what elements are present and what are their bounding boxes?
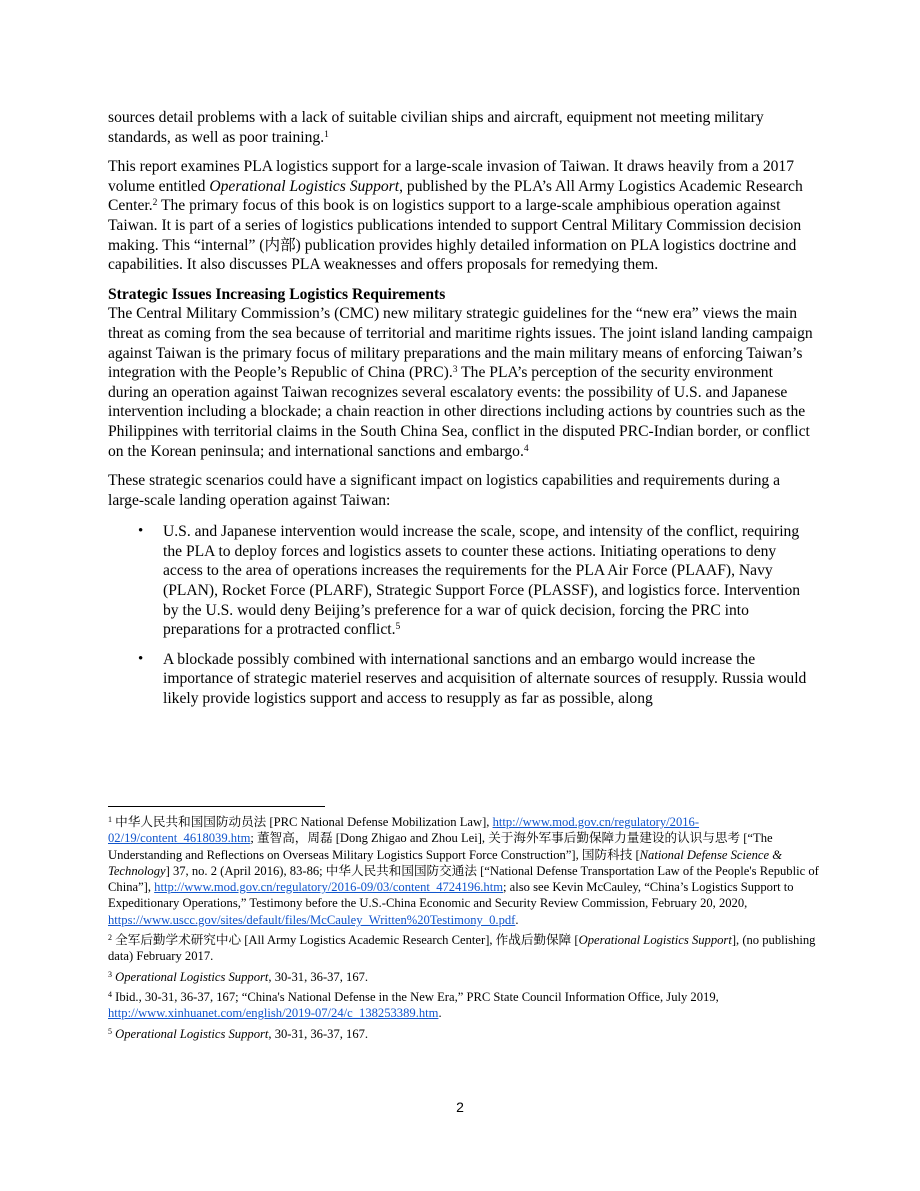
footnote-2: [108, 932, 820, 965]
footnote-link[interactable]: http://www.xinhuanet.com/english/2019-07/24/c_138253389.htm: [108, 1006, 439, 1021]
list-item-text: U.S. and Japanese intervention would increase the scale, scope, and intensity of the conflict, requiring the PLA to deploy forces and logistics assets to counter these actions. Initiating operations to deny access to the area of operations increases the requirements for the PLA Air Force (PLAAF), Navy (PLAN), Rocket Force (PLARF), Strategic Support Force (PLASSF), and logistics force. Intervention by the U.S. would deny Beijing’s preference for a war of quick decision, forcing the PRC into preparations for a protracted conflict.: [163, 523, 801, 639]
paragraph-1: [108, 108, 814, 147]
book-title: Operational Logistics Support: [115, 1026, 269, 1041]
footnote-text: ] 37, no. 2 (April 2016), 83-86; 中华人民共和国国防交通法 [“National Defense Transportation Law of the People's Republic of China”],: [108, 863, 819, 895]
footnote-ref-3[interactable]: 3: [452, 365, 458, 376]
footnote-3: [108, 969, 820, 985]
paragraph-2: [108, 157, 814, 275]
footnote-link[interactable]: http://www.mod.gov.cn/regulatory/2016-09/03/content_4724196.htm: [154, 880, 504, 895]
footnote-text: 全军后勤学术研究中心 [All Army Logistics Academic Research Center], 作战后勤保障 [: [112, 933, 579, 948]
footnote-number: 1: [108, 815, 112, 824]
bullet-list: [108, 522, 814, 708]
paragraph-2-text-c: The primary focus of this book is on logistics support to a large-scale amphibious operation against Taiwan. It is part of a series of logistics publications intended to support Central Military Commission decision making. This “internal” (内部) publication provides highly detailed information on PLA logistics doctrine and capabilities. It also discusses PLA weaknesses and offers proposals for remedying them.: [108, 197, 802, 274]
footnote-text: ; 董智高，周磊 [Dong Zhigao and Zhou Lei], 关于海外军事后勤保障力量建设的认识与思考 [“The Understanding and Reflections on Overseas Military Logistics Support Force Construction”], 国防科技 [: [108, 831, 773, 862]
footnote-text: .: [515, 912, 519, 927]
paragraph-3-text-b: The PLA’s perception of the security environment during an operation against Taiwan recognizes several escalatory events: the possibility of U.S. and Japanese intervention including a blockade; a chain reaction in other directions including actions by countries such as the Philippines with territorial claims in the South China Sea, conflict in the disputed PRC-Indian border, or conflict on the Korean peninsula; and international sanctions and embargo.: [108, 364, 810, 460]
list-item: [108, 522, 814, 640]
paragraph-3: [108, 304, 814, 461]
body-text: [108, 108, 814, 719]
list-item: [108, 650, 814, 709]
footnote-ref-5[interactable]: 5: [395, 622, 401, 633]
footnote-ref-1[interactable]: 1: [324, 129, 329, 140]
list-item-text: A blockade possibly combined with international sanctions and an embargo would increase the importance of strategic materiel reserves and acquisition of alternate sources of resupply. Russia would likely provide logistics support and access to resupply as far as possible, along: [163, 650, 807, 708]
footnote-text: Ibid., 30-31, 36-37, 167; “China's National Defense in the New Era,” PRC State Council Information Office, July 2019,: [112, 989, 719, 1004]
footnote-text: 中华人民共和国国防动员法 [PRC National Defense Mobilization Law],: [112, 815, 493, 829]
footnote-text: , 30-31, 36-37, 167.: [268, 969, 369, 984]
footnote-1: [108, 814, 820, 928]
paragraph-4: These strategic scenarios could have a significant impact on logistics capabilities and requirements during a large-scale landing operation against Taiwan:: [108, 472, 781, 509]
page-number: 2: [456, 1099, 464, 1115]
footnote-text: ], (no publishing data) February 2017.: [108, 933, 816, 964]
footnote-5: [108, 1026, 820, 1042]
book-title: Operational Logistics Support: [578, 933, 732, 948]
footnote-number: 3: [108, 969, 112, 979]
paragraph-2-text-a: This report examines PLA logistics support for a large-scale invasion of Taiwan. It draws heavily from a 2017 volume entitled: [108, 158, 795, 195]
paragraph-3-text-a: The Central Military Commission’s (CMC) new military strategic guidelines for the “new era” views the main threat as coming from the sea because of territorial and maritime rights issues. The joint island landing campaign against Taiwan is the primary focus of military preparations and the main military means of enforcing Taiwan’s integration with the People’s Republic of China (PRC).: [108, 305, 813, 382]
book-title: Operational Logistics Support: [115, 969, 269, 984]
bullet-icon: •: [138, 523, 144, 540]
footnote-text: ; also see Kevin McCauley, “China’s Logistics Support to Expeditionary Operations,” Testimony before the U.S.-China Economic and Security Review Commission, February 20, 2020,: [108, 880, 794, 911]
bullet-icon: •: [138, 650, 144, 667]
footnote-number: 4: [108, 989, 112, 999]
footnote-text: , 30-31, 36-37, 167.: [268, 1026, 369, 1041]
section-heading: Strategic Issues Increasing Logistics Requirements: [108, 285, 446, 303]
footnote-ref-2[interactable]: 2: [152, 198, 158, 209]
footnote-text: .: [438, 1006, 442, 1021]
paragraph-2-text-b: , published by the PLA’s All Army Logistics Academic Research Center.: [108, 177, 803, 215]
footnote-number: 2: [108, 933, 112, 943]
footnote-ref-4[interactable]: 4: [523, 443, 529, 454]
paragraph-1-text: sources detail problems with a lack of suitable civilian ships and aircraft, equipment not meeting military standards, as well as poor training.: [108, 109, 764, 146]
footnotes: [108, 814, 820, 1046]
book-title: Operational Logistics Support: [209, 177, 400, 195]
footnote-4: [108, 989, 820, 1022]
footnote-number: 5: [108, 1026, 112, 1036]
footnote-link[interactable]: http://www.mod.gov.cn/regulatory/2016-02/19/content_4618039.htm: [108, 815, 700, 846]
footnote-link[interactable]: https://www.uscc.gov/sites/default/files/McCauley_Written%20Testimony_0.pdf: [108, 912, 516, 927]
footnote-divider: [108, 806, 325, 807]
journal-title: National Defense Science & Technology: [108, 847, 782, 878]
